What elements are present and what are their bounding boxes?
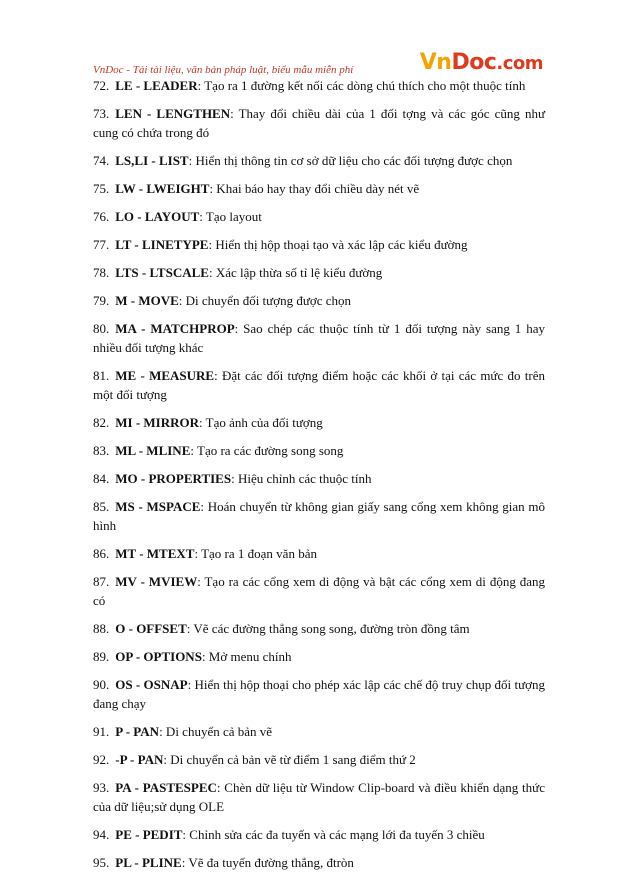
command-item	[93, 291, 545, 310]
command-name: LT - LINETYPE	[115, 237, 209, 252]
command-name: P - PAN	[115, 724, 160, 739]
command-item	[93, 413, 545, 432]
document-body	[93, 76, 545, 872]
vndoc-logo[interactable]	[420, 50, 543, 75]
command-item	[93, 544, 545, 563]
command-item	[93, 319, 545, 357]
command-name: MV - MVIEW	[115, 574, 198, 589]
item-number: 94.	[93, 827, 110, 842]
item-number: 95.	[93, 855, 110, 870]
item-number: 83.	[93, 443, 110, 458]
command-description: : Mở menu chính	[201, 649, 292, 664]
command-item	[93, 151, 545, 170]
command-description: : Hoán chuyển từ không gian giấy sang cổng xem không gian mô hình	[93, 499, 545, 533]
command-name: M - MOVE	[115, 293, 179, 308]
command-description: : Tạo ra các đường song song	[190, 443, 344, 458]
command-item	[93, 235, 545, 254]
command-item	[93, 825, 545, 844]
command-description: : Hiệu chỉnh các thuộc tính	[231, 471, 372, 486]
command-description: : Đặt các đối tượng điểm hoặc các khối ở tại các mức đo trên một đối tượng	[93, 368, 546, 402]
item-number: 82.	[93, 415, 110, 430]
command-name: LS,LI - LIST	[115, 153, 189, 168]
header-tagline: VnDoc - Tải tài liệu, văn bản pháp luật, biểu mẫu miễn phí	[93, 64, 354, 76]
command-name: PE - PEDIT	[115, 827, 183, 842]
command-name: LE - LEADER	[115, 78, 198, 93]
command-description: : Khai báo hay thay đổi chiều dày nét vẽ	[209, 181, 420, 196]
item-number: 76.	[93, 209, 110, 224]
command-item	[93, 675, 545, 713]
item-number: 75.	[93, 181, 110, 196]
command-name: OS - OSNAP	[115, 677, 188, 692]
command-item	[93, 572, 545, 610]
command-description: : Tạo ra 1 đường kết nối các dòng chú thích cho một thuộc tính	[197, 78, 526, 93]
command-description: : Di chuyển đối tượng được chọn	[178, 293, 352, 308]
command-name: -P - PAN	[115, 752, 164, 767]
command-description: : Di chuyển cả bản vẽ	[159, 724, 273, 739]
item-number: 87.	[93, 574, 110, 589]
command-item	[93, 104, 545, 142]
command-name: ML - MLINE	[115, 443, 191, 458]
item-number: 81.	[93, 368, 110, 383]
command-item	[93, 497, 545, 535]
command-item	[93, 778, 545, 816]
command-description: : Hiển thị thông tin cơ sở dữ liệu cho các đối tượng được chọn	[188, 153, 513, 168]
command-description: : Tạo ra các cổng xem di động và bật các cổng xem di động đang có	[93, 574, 545, 608]
command-item	[93, 469, 545, 488]
command-item	[93, 76, 545, 95]
command-name: LW - LWEIGHT	[115, 181, 210, 196]
command-description: : Di chuyển cả bản vẽ từ điểm 1 sang điểm thứ 2	[163, 752, 416, 767]
command-description: : Xác lập thừa số tỉ lệ kiểu đường	[208, 265, 383, 280]
item-number: 85.	[93, 499, 110, 514]
command-item	[93, 619, 545, 638]
command-description: : Sao chép các thuộc tính từ 1 đối tượng này sang 1 hay nhiều đối tượng khác	[93, 321, 545, 355]
command-name: MO - PROPERTIES	[115, 471, 232, 486]
command-description: : Vẽ đa tuyến đường thẳng, đtròn	[181, 855, 354, 870]
command-description: : Tạo ra 1 đoạn văn bản	[194, 546, 317, 561]
item-number: 84.	[93, 471, 110, 486]
command-name: LO - LAYOUT	[115, 209, 200, 224]
command-description: : Thay đổi chiều dài của 1 đối tợng và các góc cũng như cung có chứa trong đó	[93, 106, 545, 140]
item-number: 78.	[93, 265, 110, 280]
command-name: MI - MIRROR	[115, 415, 200, 430]
command-name: OP - OPTIONS	[115, 649, 202, 664]
command-item	[93, 207, 545, 226]
item-number: 93.	[93, 780, 110, 795]
item-number: 86.	[93, 546, 110, 561]
item-number: 77.	[93, 237, 110, 252]
command-name: LEN - LENGTHEN	[115, 106, 231, 121]
logo-part-vn: Vn	[419, 50, 452, 75]
command-description: : Chỉnh sửa các đa tuyến và các mạng lới đa tuyến 3 chiều	[182, 827, 485, 842]
logo-part-doc: Doc	[451, 50, 497, 75]
command-name: O - OFFSET	[115, 621, 187, 636]
command-description: : Hiển thị hộp thoại tạo và xác lập các kiểu đường	[208, 237, 468, 252]
command-item	[93, 647, 545, 666]
item-number: 88.	[93, 621, 110, 636]
command-name: LTS - LTSCALE	[115, 265, 209, 280]
command-item	[93, 853, 545, 872]
command-name: PL - PLINE	[115, 855, 182, 870]
item-number: 80.	[93, 321, 110, 336]
item-number: 90.	[93, 677, 110, 692]
command-name: MT - MTEXT	[115, 546, 195, 561]
command-description: : Hiển thị hộp thoại cho phép xác lập các chế độ truy chụp đối tượng đang chạy	[93, 677, 545, 711]
logo-part-com: .com	[496, 53, 543, 74]
item-number: 92.	[93, 752, 110, 767]
command-description: : Chèn dữ liệu từ Window Clip-board và điều khiển dạng thức của dữ liệu;sử dụng OLE	[93, 780, 545, 814]
command-item	[93, 750, 545, 769]
item-number: 72.	[93, 78, 110, 93]
command-name: PA - PASTESPEC	[115, 780, 217, 795]
command-item	[93, 263, 545, 282]
item-number: 79.	[93, 293, 110, 308]
command-item	[93, 366, 545, 404]
item-number: 91.	[93, 724, 110, 739]
command-description: : Tạo layout	[199, 209, 262, 224]
command-name: MS - MSPACE	[115, 499, 201, 514]
command-item	[93, 179, 545, 198]
command-name: ME - MEASURE	[115, 368, 215, 383]
command-name: MA - MATCHPROP	[115, 321, 235, 336]
command-item	[93, 441, 545, 460]
command-item	[93, 722, 545, 741]
item-number: 89.	[93, 649, 110, 664]
command-description: : Tạo ảnh của đối tượng	[199, 415, 323, 430]
item-number: 73.	[93, 106, 110, 121]
command-description: : Vẽ các đường thẳng song song, đường tròn đồng tâm	[186, 621, 470, 636]
item-number: 74.	[93, 153, 110, 168]
